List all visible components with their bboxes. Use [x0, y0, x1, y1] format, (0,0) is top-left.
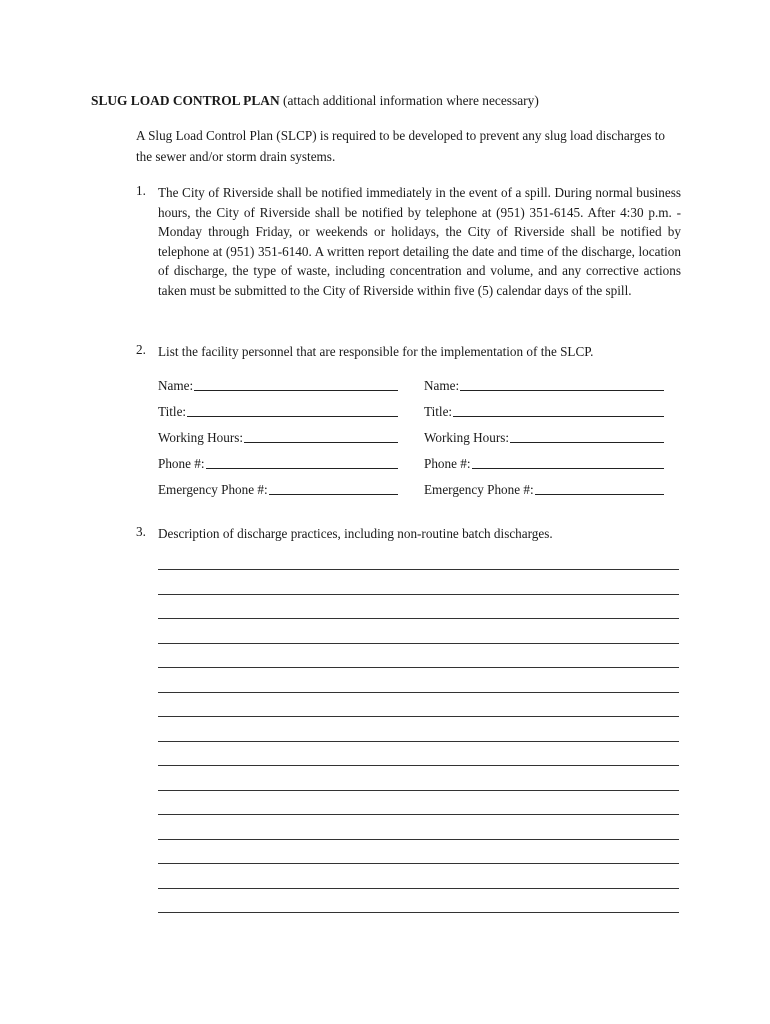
name-label: Name:: [158, 378, 194, 393]
phone-blank[interactable]: [472, 468, 664, 469]
emergency-phone-blank[interactable]: [269, 494, 398, 495]
working-hours-field[interactable]: [158, 428, 398, 446]
title-blank[interactable]: [187, 416, 398, 417]
description-line[interactable]: [158, 667, 679, 668]
description-line[interactable]: [158, 594, 679, 595]
name-label: Name:: [424, 378, 460, 393]
name-blank[interactable]: [460, 390, 664, 391]
description-line[interactable]: [158, 790, 679, 791]
working-hours-label: Working Hours:: [158, 430, 244, 445]
emergency-phone-field[interactable]: [424, 480, 664, 498]
description-line[interactable]: [158, 569, 679, 570]
item-number: 1.: [136, 183, 146, 198]
item-number: 2.: [136, 342, 146, 357]
working-hours-blank[interactable]: [244, 442, 398, 443]
description-line[interactable]: [158, 716, 679, 717]
emergency-phone-blank[interactable]: [535, 494, 664, 495]
emergency-phone-label: Emergency Phone #:: [158, 482, 268, 497]
description-line[interactable]: [158, 912, 679, 913]
item-number: 3.: [136, 524, 146, 539]
heading-title: SLUG LOAD CONTROL PLAN: [91, 93, 280, 108]
title-label: Title:: [424, 404, 453, 419]
title-field[interactable]: [424, 402, 664, 420]
emergency-phone-label: Emergency Phone #:: [424, 482, 534, 497]
phone-field[interactable]: [158, 454, 398, 472]
working-hours-field[interactable]: [424, 428, 664, 446]
item-text: Description of discharge practices, including non-routine batch discharges.: [158, 526, 553, 541]
section-heading: [91, 93, 539, 109]
description-line[interactable]: [158, 741, 679, 742]
description-line[interactable]: [158, 643, 679, 644]
title-field[interactable]: [158, 402, 398, 420]
description-line[interactable]: [158, 618, 679, 619]
phone-field[interactable]: [424, 454, 664, 472]
description-line[interactable]: [158, 863, 679, 864]
emergency-phone-field[interactable]: [158, 480, 398, 498]
title-label: Title:: [158, 404, 187, 419]
name-blank[interactable]: [194, 390, 398, 391]
description-line[interactable]: [158, 765, 679, 766]
item-text: List the facility personnel that are responsible for the implementation of the SLCP.: [158, 344, 594, 359]
phone-label: Phone #:: [158, 456, 205, 471]
name-field[interactable]: [158, 376, 398, 394]
phone-blank[interactable]: [206, 468, 398, 469]
name-field[interactable]: [424, 376, 664, 394]
item-text: The City of Riverside shall be notified immediately in the event of a spill. During normal business hours, the City of Riverside shall be notified by telephone at (951) 351-6145. After 4:30 p.m. - Monday through Friday, or weekends or holidays, the City of Riverside shall be notified by telephone at (951) 351-6140. A written report detailing the date and time of the discharge, location of discharge, the type of waste, including concentration and volume, and any corrective actions taken must be submitted to the City of Riverside within five (5) calendar days of the spill.: [158, 185, 681, 298]
description-line[interactable]: [158, 839, 679, 840]
description-line[interactable]: [158, 692, 679, 693]
title-blank[interactable]: [453, 416, 664, 417]
heading-note: (attach additional information where necessary): [282, 93, 539, 108]
working-hours-label: Working Hours:: [424, 430, 510, 445]
description-line[interactable]: [158, 888, 679, 889]
phone-label: Phone #:: [424, 456, 471, 471]
description-line[interactable]: [158, 814, 679, 815]
working-hours-blank[interactable]: [510, 442, 664, 443]
intro-paragraph: A Slug Load Control Plan (SLCP) is required to be developed to prevent any slug load discharges to the sewer and/or storm drain systems.: [136, 128, 666, 164]
